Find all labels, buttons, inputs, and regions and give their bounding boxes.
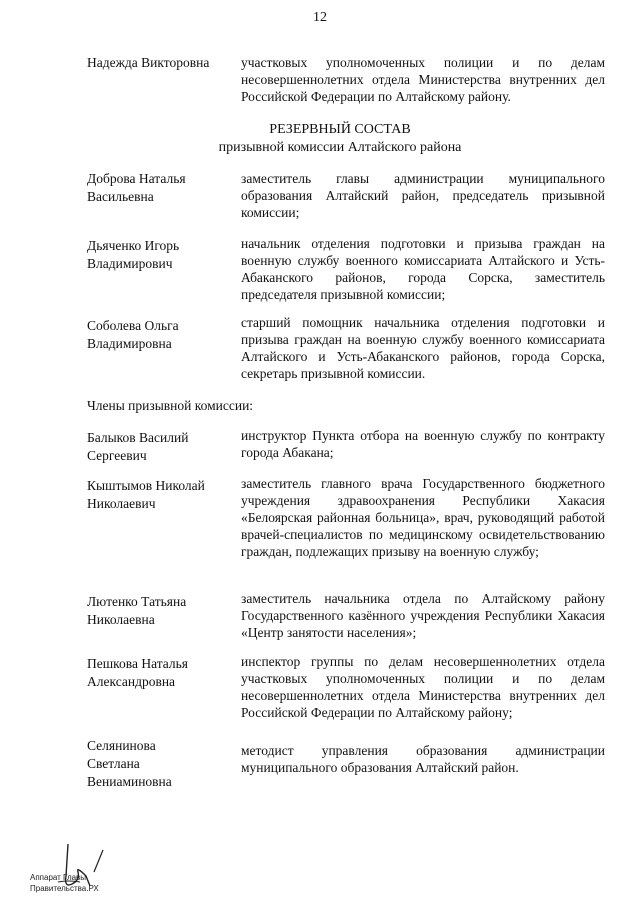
page-number: 12: [313, 10, 327, 25]
member-name: Дьяченко Игорь Владимирович: [87, 238, 180, 271]
members-label: Члены призывной комиссии:: [87, 398, 254, 413]
member-name: Кыштымов Николай Николаевич: [87, 478, 205, 511]
member-duty: заместитель главного врача Государственного бюджетного учреждения здравоохранения Республики Хакасия «Белоярская районная больница», врач, руководящий работой врачей-специалистов по медицинскому освидетельствованию граждан, подлежащих призыву на военную службу;: [241, 476, 605, 559]
member-name: Балыков Василий Сергеевич: [87, 430, 189, 463]
reserve-subtitle: призывной комиссии Алтайского района: [218, 140, 462, 155]
member-duty: заместитель начальника отдела по Алтайскому району Государственного казённого учреждения Республики Хакасия «Центр занятости населения»;: [241, 591, 605, 640]
member-duty: начальник отделения подготовки и призыва граждан на военную службу военного комиссариата Алтайского и Усть-Абаканского районов, города Сорска, заместитель председателя призывной комиссии;: [241, 236, 605, 302]
member-name: Соболева Ольга Владимировна: [87, 318, 179, 351]
member-duty: методист управления образования администрации муниципального образования Алтайский район.: [241, 743, 605, 775]
member-duty: инспектор группы по делам несовершеннолетних отдела участковых уполномоченных полиции и по делам несовершеннолетних отдела Министерства внутренних дел Российской Федерации по Алтайскому району;: [241, 654, 605, 720]
stamp-line-2: Правительства.РХ: [30, 884, 99, 893]
stamp-line-1: Аппарат Главы: [30, 873, 87, 882]
member-duty: участковых уполномоченных полиции и по делам несовершеннолетних отдела Министерства внутренних дел Российской Федерации по Алтайскому району.: [241, 55, 605, 104]
member-duty: заместитель главы администрации муниципального образования Алтайский район, председатель призывной комиссии;: [241, 171, 605, 220]
member-name: Лютенко Татьяна Николаевна: [87, 594, 187, 627]
member-name: Пешкова Наталья Александровна: [87, 656, 188, 689]
member-name: Селянинова Светлана Вениаминовна: [87, 738, 172, 789]
reserve-title: РЕЗЕРВНЫЙ СОСТАВ: [269, 122, 411, 137]
member-name: Доброва Наталья Васильевна: [87, 171, 186, 204]
member-duty: старший помощник начальника отделения подготовки и призыва граждан на военную службу военного комиссариата Алтайского и Усть-Абаканского районов, города Сорска, секретарь призывной комиссии.: [241, 315, 605, 381]
member-duty: инструктор Пункта отбора на военную службу по контракту города Абакана;: [241, 428, 605, 460]
member-name: Надежда Викторовна: [87, 55, 210, 70]
